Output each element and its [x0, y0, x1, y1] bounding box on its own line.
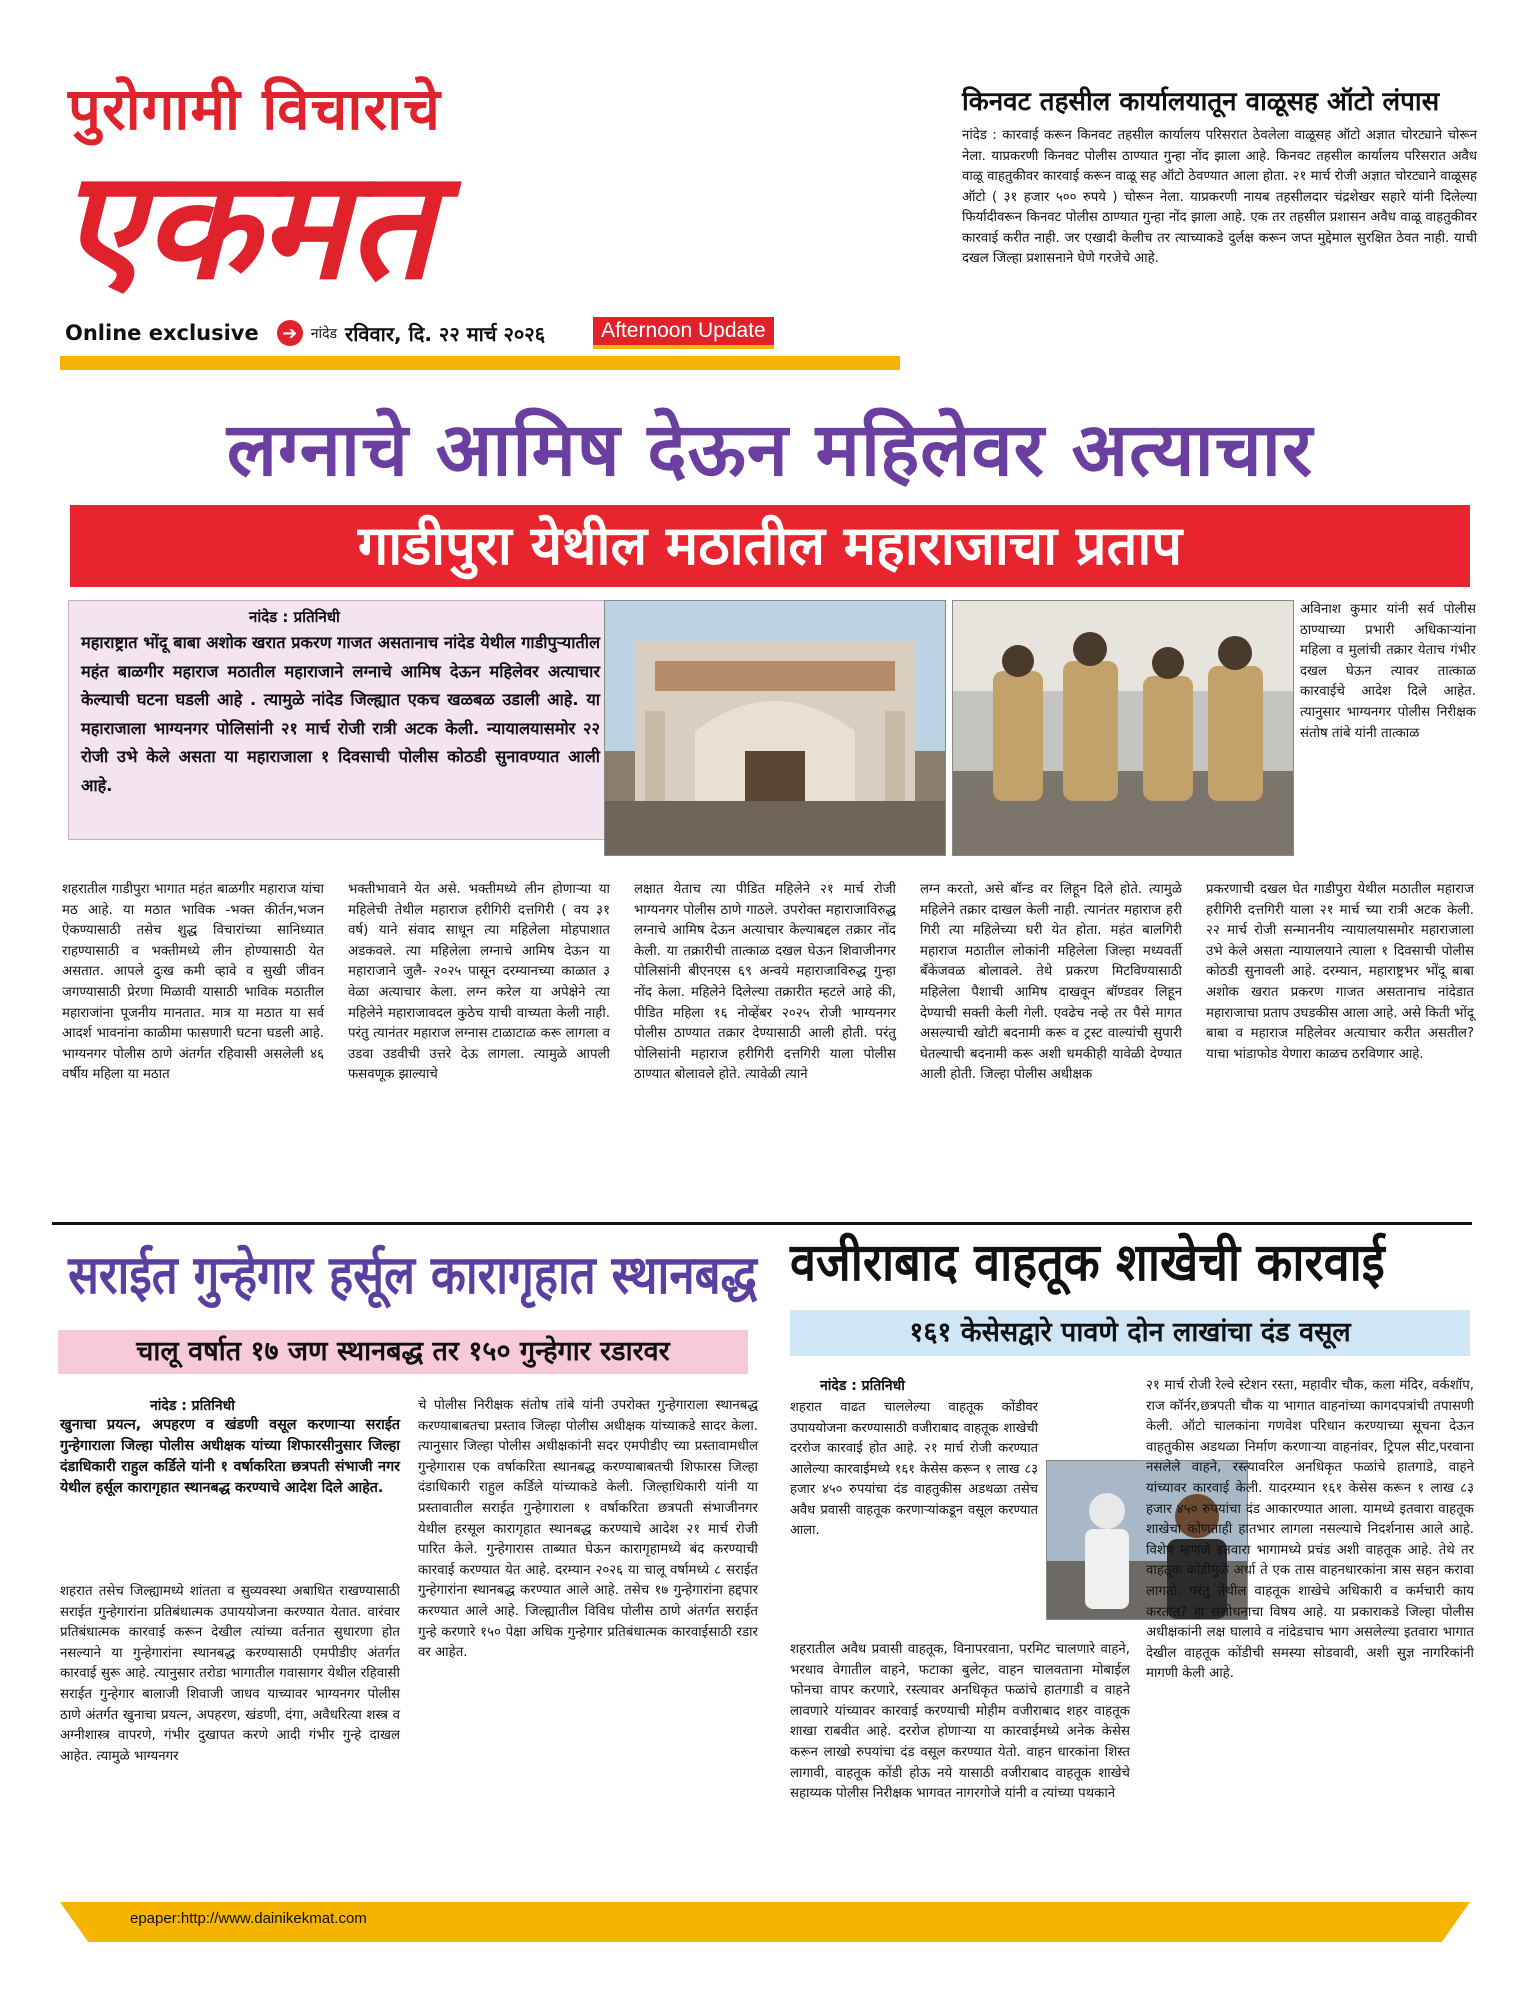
main-lead-text: महाराष्ट्रात भोंदू बाबा अशोक खरात प्रकरण गाजत असतानाच नांदेड येथील गाडीपुऱ्यातील महंत बाळगीर महाराज मठातील महाराजाने लग्नाचे आमिष देऊन महिलेवर अत्याचार केल्याची घटना घडली आहे . त्यामुळे नांदेड जिल्ह्यात एकच खळबळ उडाली आहे. या महाराजाला भाग्यनगर पोलिसांनी २१ मार्च रोजी रात्री अटक केली. न्यायालयासमोर २२ रोजी उभे केले असता या महाराजाला १ दिवसाची पोलीस कोठडी सुनावण्यात आली आहे. [81, 633, 600, 795]
story3-column-1-bottom: शहरातील अवैध प्रवासी वाहतूक, विनापरवाना, परमिट चालणारे वाहने, भरधाव वेगातील वाहने, फटाका बुलेट, वाहन चालवताना मोबाईल फोनचा वापर करणारे, रस्त्यावर अनधिकृत फळांचे हातगाडी व वाहने लावणारे यांच्यावर कारवाई करण्याची मोहीम वजीराबाद शहर वाहतूक शाखा राबवीत आहे. दररोज होणाऱ्या या कारवाईमध्ये अनेक केसेस करून लाखो रुपयांचा दंड वसूल करण्यात येतो. वाहन धारकांना शिस्त लागावी, वाहतूक कोंडी होऊ नये यासाठी वजीराबाद वाहतूक शाखेचे सहाय्यक पोलीस निरीक्षक भागवत नागरगोजे यांनी व त्यांच्या पथकाने [790, 1642, 1130, 1802]
main-lead-box [68, 600, 615, 840]
masthead-logo: एकमत [60, 137, 434, 313]
side-story-text: नांदेड : कारवाई करून किनवट तहसील कार्यालय परिसरात ठेवलेला वाळूसह ऑटो अज्ञात चोरट्याने चोरून नेला. याप्रकरणी किनवट पोलीस ठाण्यात गुन्हा नोंद झाला आहे. किनवट तहसील कार्यालय परिसरात अवैध वाळू वाहतुकीवर कारवाई करून वाळू सह ऑटो ठेवण्यात आला होता. २१ मार्च रोजी अज्ञात चोरट्याने वाळूसह ऑटो ( ३१ हजार ५०० रुपये ) चोरून नेला. याप्रकरणी नायब तहसीलदार चंद्रशेखर सहारे यांनी दिलेल्या फिर्यादीवरून किनवट पोलीस ठाण्यात गुन्हा नोंद झाला आहे. एक तर तहसील प्रशासन अवैध वाळू वाहतुकीवर कारवाई करीत नाही. जर एखादी केलीच तर त्याच्याकडे दुर्लक्ष करून जप्त मुद्देमाल सुरक्षित ठेवत नाही. याची दखल जिल्हा प्रशासनाने घेणे गरजेचे आहे. [962, 128, 1477, 266]
story3-column-2: २१ मार्च रोजी रेल्वे स्टेशन रस्ता, महावीर चौक, कला मंदिर, वर्कशॉप, राज कॉर्नर,छत्रपती चौक या भागात वाहनांच्या कागदपत्रांची तपासणी केली. ऑटो चालकांना गणवेश परिधान करण्याच्या सूचना देऊन वाहतुकीस अडथळा निर्माण करणाऱ्या वाहनांवर, ट्रिपल सीट,परवाना नसलेले वाहने, रस्त्यावरिल अनधिकृत फळांचे हातगाडे, वाहने यांच्यावर कारवाई केली. यादरम्यान १६१ केसेस करून १ लाख ८३ हजार ४५० रुपयांचा दंड आकारण्यात आला. यामध्ये इतवारा वाहतूक शाखेचा कोणताही हातभार लागला नसल्याचे निदर्शनास आले आहे. विशेष म्हणजे इतवारा भागामध्ये प्रचंड अशी वाहतूक आहे. तेथे तर वाहतूक कोंडीमुळे अर्धा ते एक तास वाहनधारकांना त्रास सहन करावा लागतो. परंतु तेथील वाहतूक शाखेचे अधिकारी व कर्मचारी काय करतात? हा संशोधनाचा विषय आहे. या प्रकाराकडे जिल्हा पोलीस अधीक्षकांनी लक्ष घालावे व नांदेडचाच भाग असलेल्या इतवारा भागात देखील वाहतूक कोंडीची समस्या सोडवावी, अशी सुज्ञ नागरिकांनी मागणी केली आहे. [1146, 1378, 1474, 1682]
story3-subheadline: १६१ केसेसद्वारे पावणे दोन लाखांचा दंड वसूल [790, 1310, 1470, 1356]
story3-headline: वजीराबाद वाहतूक शाखेची कारवाई [790, 1233, 1385, 1293]
epaper-link[interactable]: epaper:http://www.dainikekmat.com [130, 1910, 367, 1927]
main-headline: लग्नाचे आमिष देऊन महिलेवर अत्याचार [226, 407, 1314, 493]
main-byline: नांदेड : प्रतिनिधी [249, 608, 340, 626]
section-divider [52, 1222, 1472, 1225]
edition-city: नांदेड [310, 325, 338, 342]
main-column-2: भक्तीभावाने येत असे. भक्तीमध्ये लीन होणाऱ्या या महिलेची तेथील महाराज हरीगिरी दत्तगिरी ( वय ३१ वर्ष) याने संवाद साधून त्या महिलेला मोहपाशात अडकवले. त्या महिलेला लग्नाचे आमिष देऊन या महाराजाने जुलै- २०२५ पासून दरम्यानच्या काळात ३ वेळा अत्याचार केला. लग्न करेल या अपेक्षेने त्या महिलेने महाराजावदल कुठेच याची वाच्यता केली नाही. परंतु त्यानंतर महाराज लग्नास टाळाटाळ करू लागला व उडवा उडवीची उत्तरे देऊ लागला. त्यामुळे आपली फसवणूक झाल्याचे [348, 882, 610, 1083]
arrow-right-icon: ➔ [277, 320, 303, 346]
story3-column-1-top: शहरात वाढत चाललेल्या वाहतूक कोंडीवर उपाययोजना करण्यासाठी वजीराबाद वाहतूक शाखेची दररोज कारवाई होत आहे. २१ मार्च रोजी करण्यात आलेल्या कारवाईमध्ये १६१ केसेस करून १ लाख ८३ हजार ४५० रुपयांचा दंड वाहतुकीस अडथळा तसेच अवैध प्रवासी वाहतूक करणाऱ्यांकडून वसूल करण्यात आला. [790, 1400, 1038, 1538]
story2-column-1: शहरात तसेच जिल्ह्यामध्ये शांतता व सुव्यवस्था अबाधित राखण्यासाठी सराईत गुन्हेगारांना प्रतिबंधात्मक उपाययोजना करण्यात येतात. वारंवार प्रतिबंधात्मक कारवाई करून देखील त्यांच्या वर्तनात सुधारणा होत नसल्याने या गुन्हेगारांना स्थानबद्ध करण्यासाठी एमपीडीए अंतर्गत कारवाई सुरू आहे. त्यानुसार तरोडा भागातील गवासागर येथील रहिवासी सराईत गुन्हेगार बालाजी शिवाजी जाधव याच्यावर भाग्यनगर पोलीस ठाणे अंतर्गत खुनाचा प्रयत्न, अपहरण, खंडणी, दंगा, अवैधरित्या शस्त्र व अग्नीशास्त्र वापरणे, गंभीर दुखापत करणे आदी गंभीर गुन्हे दाखल आहेत. त्यामुळे भाग्यनगर [60, 1584, 400, 1764]
masthead-divider [60, 356, 900, 370]
online-exclusive-label: Online exclusive [65, 321, 259, 345]
main-right-column: अविनाश कुमार यांनी सर्व पोलीस ठाण्याच्या प्रभारी अधिकाऱ्यांना महिला व मुलांची तक्रार येताच गंभीर दखल घेऊन त्यावर तात्काळ कारवाईचे आदेश दिले आहेत. त्यानुसार भाग्यनगर पोलीस निरीक्षक संतोष तांबे यांनी तात्काळ [1300, 602, 1476, 741]
story2-byline: नांदेड : प्रतिनिधी [150, 1398, 235, 1414]
story2-lead-block [60, 1396, 400, 1499]
story2-headline: सराईत गुन्हेगार हर्सूल कारागृहात स्थानबद्ध [68, 1245, 758, 1306]
masthead-tagline: पुरोगामी विचाराचे [68, 75, 441, 143]
edition-date: रविवार, दि. २२ मार्च २०२६ [345, 321, 546, 346]
dateline [277, 320, 545, 347]
main-column-5: प्रकरणाची दखल घेत गाडीपुरा येथील मठातील महाराज हरीगिरी दत्तगिरी याला २१ मार्च च्या रात्री अटक केली. २२ मार्च रोजी सन्माननीय न्यायालयासमोर महाराजाला उभे केले असता न्यायालयाने त्याला १ दिवसाची पोलीस कोठडी सुनावली आहे. दरम्यान, महाराष्ट्रभर भोंदू बाबा अशोक खरात प्रकरण गाजत असतानाच नांदेडात महाराजाचा प्रताप उघडकीस आला आहे. असे किती भोंदू बाबा व महाराज महिलेवर अत्याचार करीत असतील? याचा भांडाफोड येणारा काळच ठरविणार आहे. [1206, 882, 1474, 1062]
story3-left-block [790, 1376, 1130, 1395]
afternoon-update-badge: Afternoon Update [593, 317, 774, 349]
edition-line [65, 316, 865, 350]
main-column-1: शहरातील गाडीपुरा भागात महंत बाळगीर महाराज यांचा मठ आहे. या मठात भाविक -भक्त कीर्तन,भजन ऐकण्यासाठी तसेच शुद्ध विचारांच्या सानिध्यात राहण्यासाठी व भक्तीमध्ये लीन होण्यासाठी येत असतात. आपले दुःख कमी व्हावे व सुखी जीवन जगण्यासाठी प्रेरणा मिळावी यासाठी भाविक मठातील महाराजांना पूजनीय मानतात. मात्र या मठात या सर्व आदर्श भावनांना काळीमा फासणारी घटना घडली आहे. भाग्यनगर पोलीस ठाणे अंतर्गत रहिवासी असलेली ४६ वर्षीय महिला या मठात [62, 882, 324, 1083]
side-story-title: किनवट तहसील कार्यालयातून वाळूसह ऑटो लंपास [962, 87, 1440, 117]
police-photo [952, 600, 1294, 856]
story3-byline: नांदेड : प्रतिनिधी [820, 1378, 905, 1394]
story2-subheadline: चालू वर्षात १७ जण स्थानबद्ध तर १५० गुन्हेगार रडारवर [58, 1330, 748, 1374]
story2-column-2: चे पोलीस निरीक्षक संतोष तांबे यांनी उपरोक्त गुन्हेगाराला स्थानबद्ध करण्याबाबतचा प्रस्ताव जिल्हा पोलीस अधीक्षक यांच्याकडे सादर केला. त्यानुसार जिल्हा पोलीस अधीक्षकांनी सदर एमपीडीए च्या प्रस्तावामधील गुन्हेगारास एक वर्षाकरिता स्थानबद्ध करण्याबाबतची शिफारस जिल्हा दंडाधिकारी राहुल कर्डिले यांच्याकडे केली. जिल्हाधिकारी यांनी या प्रस्तावातील सराईत गुन्हेगाराला १ वर्षाकरिता छत्रपती संभाजीनगर येथील हरसूल कारागृहात स्थानबद्ध करण्याचे आदेश २१ मार्च रोजी पारित केले. गुन्हेगारास ताब्यात घेऊन कारागृहामध्ये बंद करण्याची कारवाई करण्यात येत आहे. दरम्यान २०२६ या चालू वर्षामध्ये ८ सराईत गुन्हेगारांना स्थानबद्ध करण्यात आले आहे. तसेच १७ गुन्हेगारांना हद्दपार करण्यात आले आहे. जिल्ह्यातील विविध पोलीस ठाणे अंतर्गत सराईत गुन्हे करणारे १५० पेक्षा अधिक गुन्हेगार प्रतिबंधात्मक कारवाईसाठी रडार वर आहेत. [418, 1398, 758, 1661]
temple-photo [604, 600, 946, 856]
main-column-3: लक्षात येताच त्या पीडित महिलेने २१ मार्च रोजी भाग्यनगर पोलीस ठाणे गाठले. उपरोक्त महाराजाविरुद्ध लग्नाचे आमिष देऊन अत्याचार केल्याबद्दल तक्रार नोंद केली. या तक्रारीची तात्काळ दखल घेऊन शिवाजीनगर पोलिसांनी बीएनएस ६९ अन्वये महाराजाविरुद्ध गुन्हा नोंद केला. महिलेने दिलेल्या तक्रारीत म्हटले आहे की, पीडित महिला १६ नोव्हेंबर २०२५ रोजी भाग्यनगर पोलीस ठाण्यात तक्रार देण्यासाठी आली होती. परंतु पोलिसांनी महाराज हरीगिरी दत्तगिरी याला पोलीस ठाण्यात बोलावले होते. त्यावेळी त्याने [634, 882, 896, 1083]
main-column-4: लग्न करतो, असे बॉन्ड वर लिहून दिले होते. त्यामुळे महिलेने तक्रार दाखल केली नाही. त्यानंतर महाराज हरी गिरी त्या महिलेच्या घरी येत होता. महंत बालगिरी महाराज मठातील लोकांनी महिलेला जिल्हा मध्यवर्ती बँकेजवळ बोलावले. तेथे प्रकरण मिटविण्यासाठी महिलेला पैशाची आमिष दाखवून बॉण्डवर लिहून देण्याची सक्ती केली गेली. एवढेच नव्हे तर पैसे मागत असल्याची खोटी बदनामी करू व ट्रस्ट वाल्यांची सुपारी घेतल्याची बदनामी करू अशी धमकीही यावेळी देण्यात आली होती. जिल्हा पोलीस अधीक्षक [920, 882, 1182, 1083]
story2-lead: खुनाचा प्रयत्न, अपहरण व खंडणी वसूल करणाऱ्या सराईत गुन्हेगाराला जिल्हा पोलीस अधीक्षक यांच्या शिफारसीनुसार जिल्हा दंडाधिकारी राहुल कर्डिले यांनी १ वर्षाकरिता छत्रपती संभाजी नगर येथील हर्सूल कारागृहात स्थानबद्ध करण्याचे आदेश दिले आहेत. [60, 1417, 400, 1496]
main-subheadline: गाडीपुरा येथील मठातील महाराजाचा प्रताप [70, 505, 1470, 587]
